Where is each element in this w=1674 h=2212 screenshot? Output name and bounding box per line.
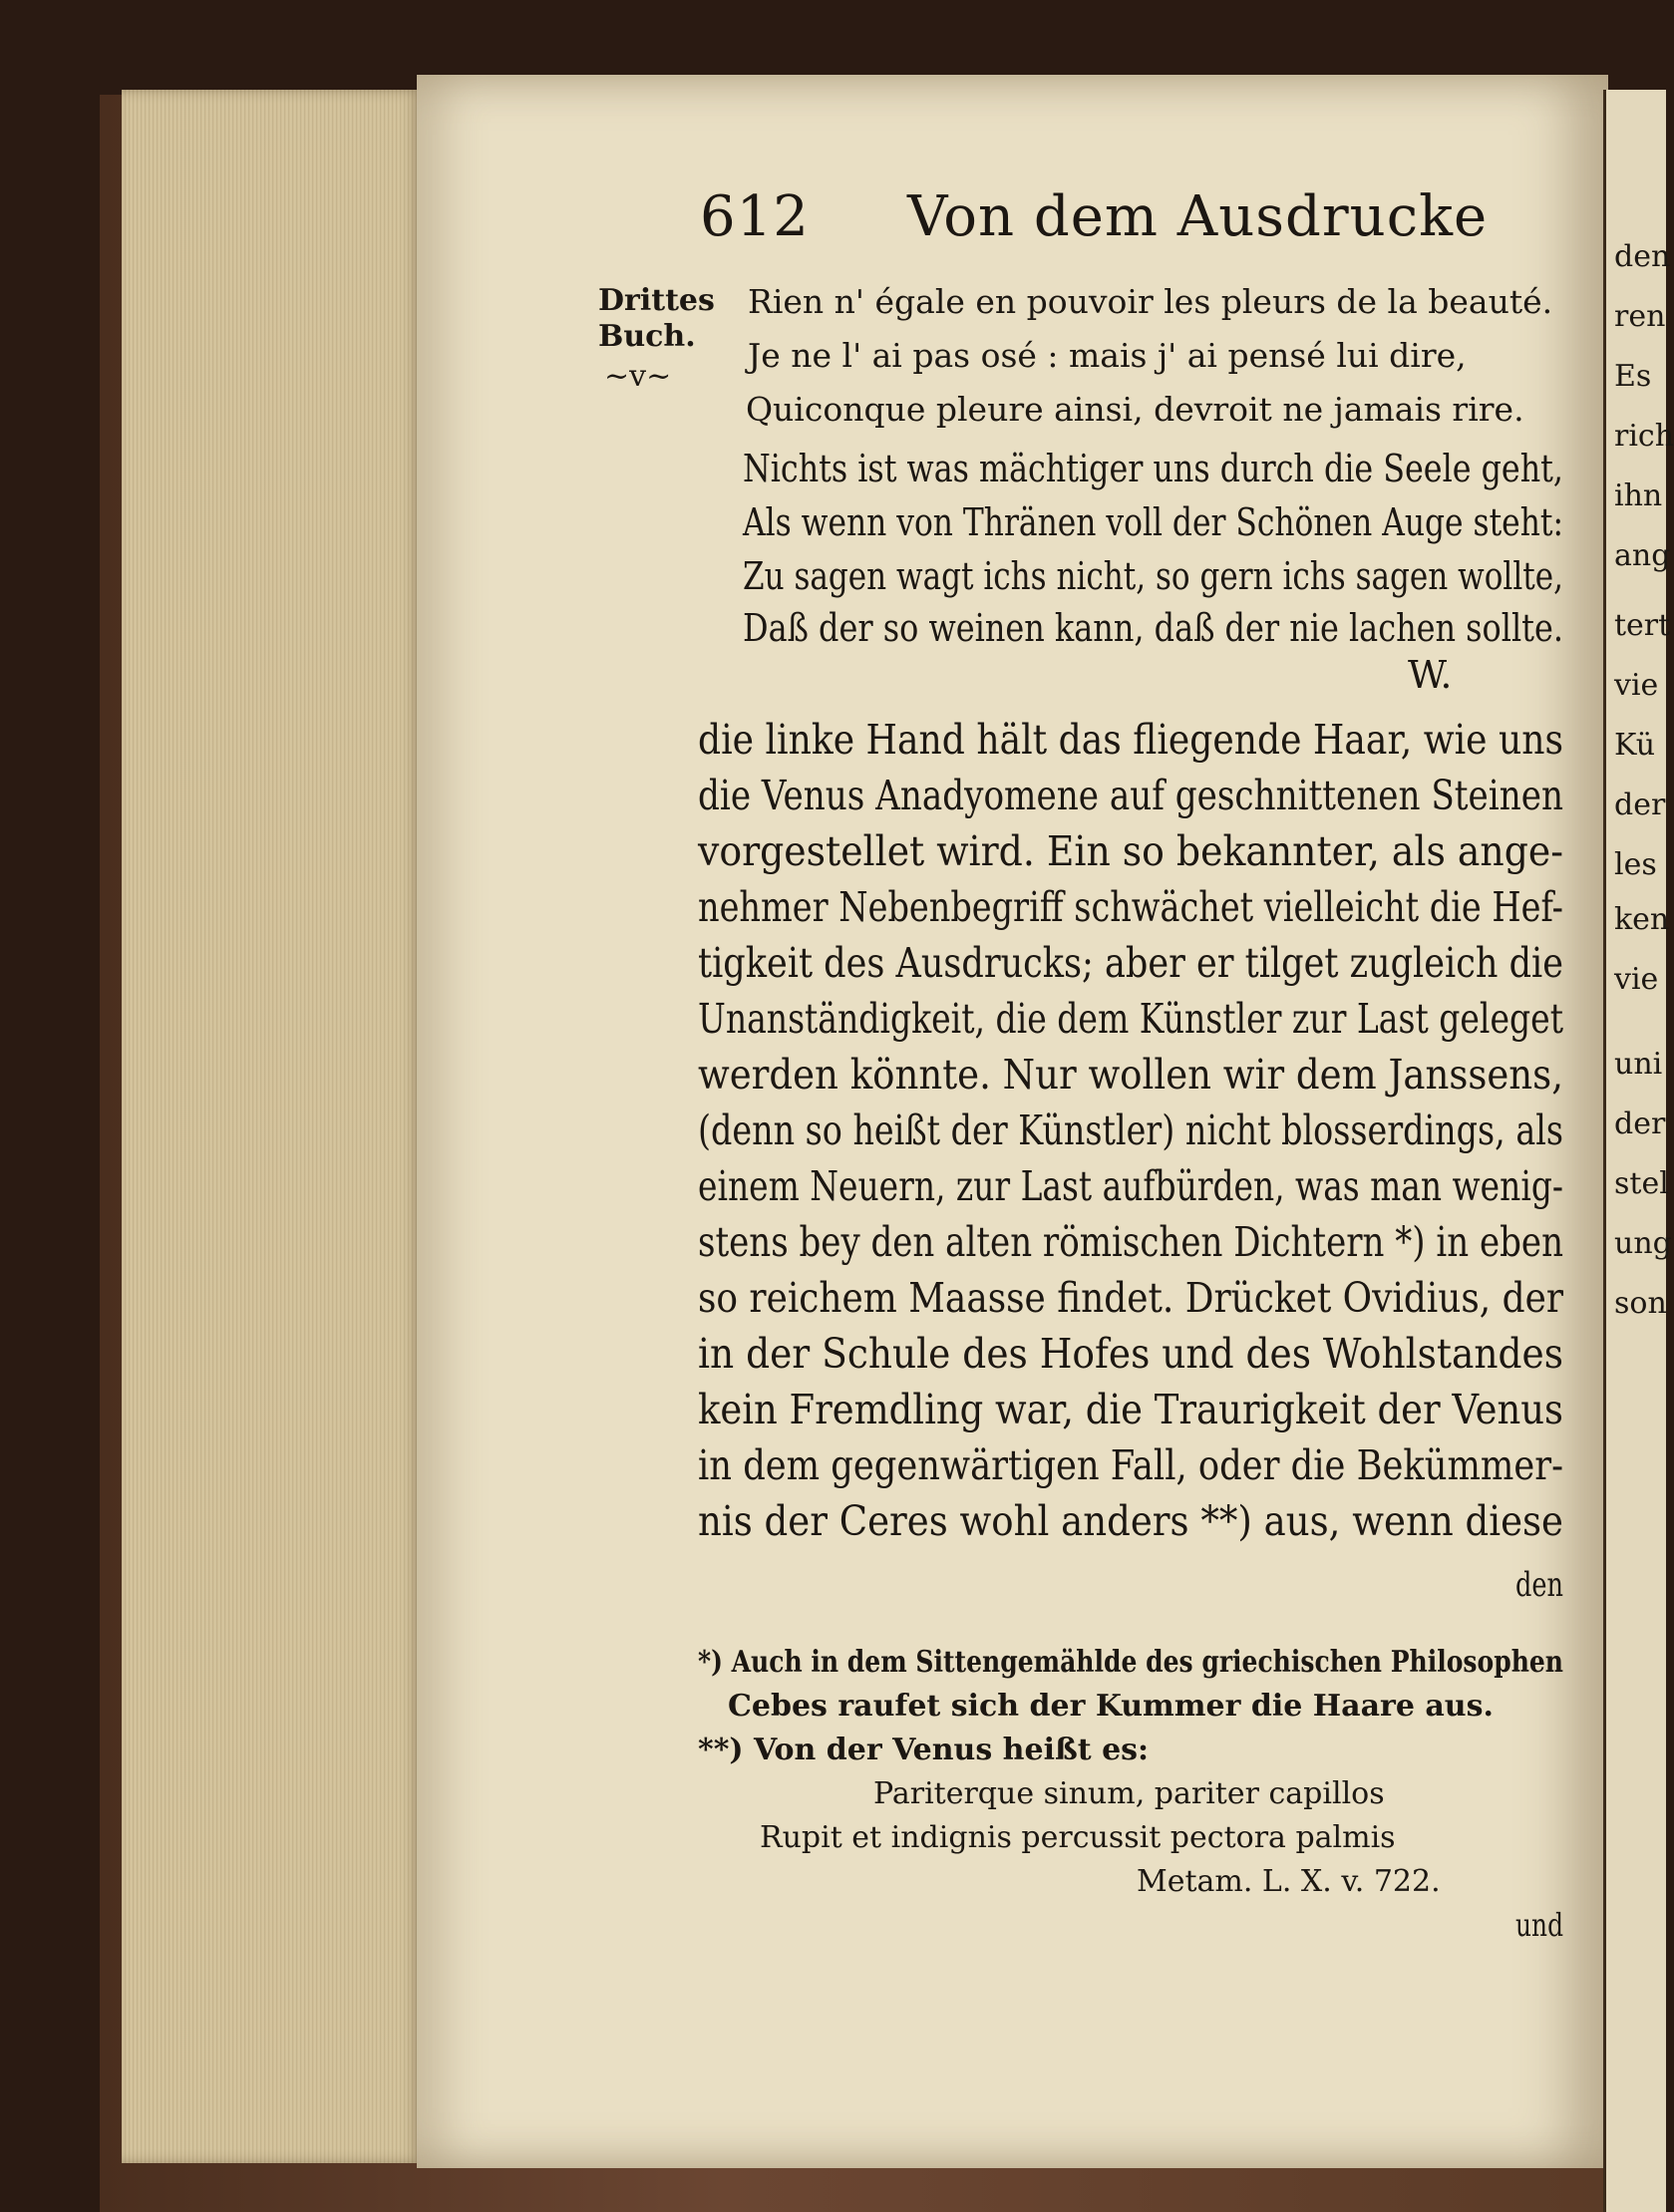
body-line: kein Fremdling war, die Traurigkeit der Venus [698,1386,1563,1433]
facing-page-word: Kü [1614,728,1656,763]
body-line: in dem gegenwärtigen Fall, oder die Bekümmer- [698,1441,1563,1489]
margin-note [598,283,715,355]
facing-page-word: der [1614,1106,1666,1141]
latin-quote-line: Rupit et indignis percussit pectora palmis [760,1820,1396,1855]
german-verse-line: Als wenn von Thränen voll der Schönen Auge steht: [743,500,1563,544]
facing-page-word: ken [1614,902,1670,937]
facing-page-word: ihn [1614,478,1663,513]
body-line: werden könnte. Nur wollen wir dem Janssens, [698,1051,1563,1099]
body-line: nis der Ceres wohl anders **) aus, wenn diese [698,1497,1563,1545]
facing-page-word: uni [1614,1047,1663,1082]
german-verse-line: Nichts ist was mächtiger uns durch die Seele geht, [743,447,1563,490]
facing-page-word: der [1614,788,1666,822]
catchword: den [1515,1565,1563,1605]
facing-page-word: rich [1614,419,1674,454]
body-line: tigkeit des Ausdrucks; aber er tilget zugleich die [698,939,1563,987]
footnote-line: *) Auch in dem Sittengemählde des griechischen Philosophen [698,1645,1563,1680]
margin-note-line: Buch. [598,319,696,354]
facing-page-word: ung [1614,1226,1672,1261]
french-verse-line: Quiconque pleure ainsi, devroit ne jamais rire. [746,390,1524,429]
page-edges [122,90,421,2163]
body-line: so reichem Maasse findet. Drücket Ovidius, der [698,1274,1563,1322]
body-line: stens bey den alten römischen Dichtern *) in eben [698,1218,1563,1266]
french-verse-line: Je ne l' ai pas osé : mais j' ai pensé lui dire, [748,336,1467,375]
body-line: (denn so heißt der Künstler) nicht blosserdings, als [698,1106,1563,1154]
facing-page-word: les [1614,847,1657,882]
latin-quote-line: Pariterque sinum, pariter capillos [873,1776,1385,1811]
facing-page-word: Es [1614,359,1652,394]
facing-page-word: tert [1614,608,1671,643]
catchword: und [1515,1906,1563,1944]
citation: Metam. L. X. v. 722. [1137,1864,1441,1899]
body-line: nehmer Nebenbegriff schwächet vielleicht die Hef- [698,883,1563,931]
flourish-ornament: ~v~ [604,359,672,394]
footnote-line: Cebes raufet sich der Kummer die Haare aus. [728,1689,1494,1724]
body-line: die Venus Anadyomene auf geschnittenen Steinen [698,772,1563,819]
facing-page-edge [1603,90,1674,2212]
facing-page-word: ang [1614,538,1671,573]
french-verse-line: Rien n' égale en pouvoir les pleurs de la beauté. [748,282,1553,321]
catchword: W. [1408,653,1453,697]
body-line: einem Neuern, zur Last aufbürden, was man wenig- [698,1162,1563,1210]
margin-note-line: Drittes [598,283,715,318]
facing-page-word: vie [1614,962,1659,997]
german-verse-line: Zu sagen wagt ichs nicht, so gern ichs sagen wollte, [743,554,1563,598]
body-line: vorgestellet wird. Ein so bekannter, als ange- [698,827,1563,875]
footnote-line: **) Von der Venus heißt es: [698,1733,1150,1767]
body-line: Unanständigkeit, die dem Künstler zur Last geleget [698,995,1563,1043]
facing-page-word: ren [1614,299,1666,334]
german-verse-line: Daß der so weinen kann, daß der nie lachen sollte. [743,606,1563,650]
facing-page-word: son [1614,1286,1667,1321]
body-line: die linke Hand hält das fliegende Haar, wie uns [698,716,1563,764]
page-number: 612 [700,184,810,249]
running-title: Von dem Ausdrucke [907,184,1489,249]
facing-page-word: vie [1614,668,1659,703]
facing-page-word: stel [1614,1166,1669,1201]
facing-page-word: den [1614,239,1671,274]
body-line: in der Schule des Hofes und des Wohlstandes [698,1330,1563,1378]
